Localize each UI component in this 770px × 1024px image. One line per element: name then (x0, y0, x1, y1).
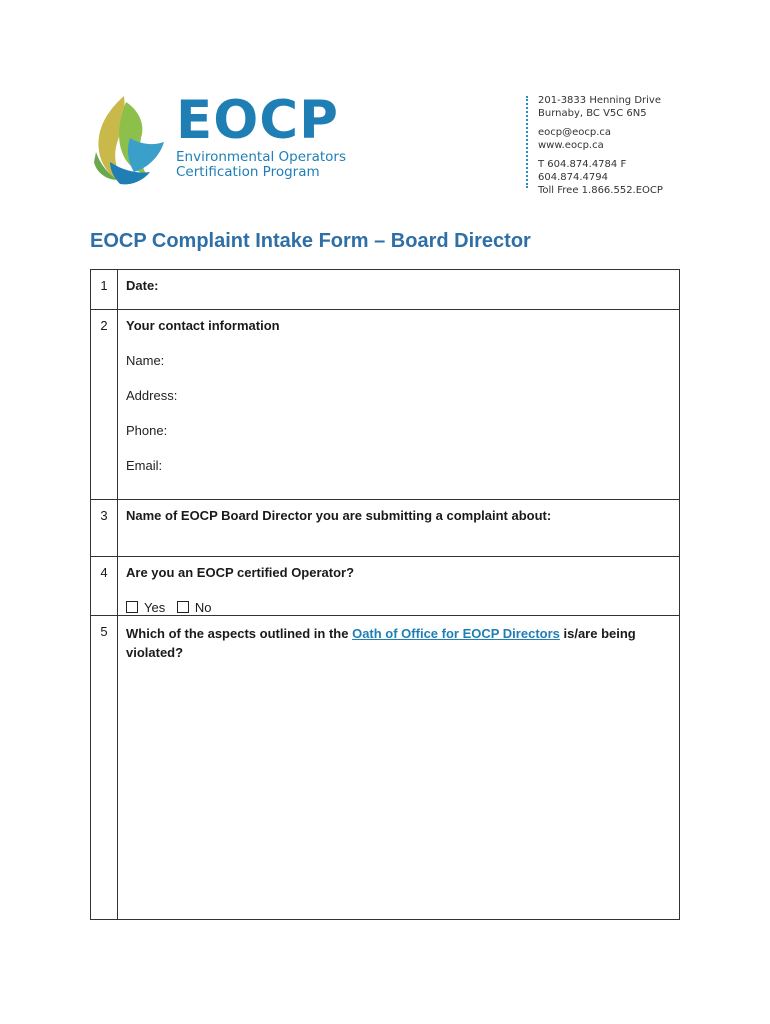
brand-subtitle-line2: Certification Program (176, 164, 320, 180)
certified-cell (118, 557, 680, 616)
address-field[interactable]: Address: (126, 388, 178, 403)
violation-question-start: Which of the aspects outlined in the (126, 626, 353, 641)
no-checkbox[interactable] (177, 601, 189, 613)
form-row-director (91, 500, 680, 557)
contact-website: www.eocp.ca (538, 140, 604, 151)
row-number: 2 (91, 310, 118, 500)
eocp-logo-icon (86, 92, 168, 188)
contact-email: eocp@eocp.ca (538, 127, 612, 138)
form-row-violation (91, 616, 680, 920)
name-field[interactable]: Name: (126, 353, 165, 368)
letterhead (86, 88, 682, 196)
certified-question: Are you an EOCP certified Operator? (126, 565, 355, 580)
certified-options (126, 600, 671, 615)
contact-block (538, 94, 682, 197)
brand-subtitle-line1: Environmental Operators (176, 149, 346, 165)
form-title: EOCP Complaint Intake Form – Board Director (90, 230, 531, 252)
form-row-contact (91, 310, 680, 500)
row-number: 3 (91, 500, 118, 557)
contact-info-label: Your contact information (126, 318, 280, 333)
yes-label: Yes (144, 600, 166, 615)
form-row-certified (91, 557, 680, 616)
contact-phone-fax: T 604.874.4784 F 604.874.4794 (538, 159, 627, 183)
brand-name: EOCP (176, 90, 339, 151)
date-label[interactable]: Date: (118, 270, 680, 310)
email-field[interactable]: Email: (126, 458, 163, 473)
row-number: 1 (91, 270, 118, 310)
yes-checkbox[interactable] (126, 601, 138, 613)
row-number: 5 (91, 616, 118, 920)
oath-of-office-link[interactable]: Oath of Office for EOCP Directors (352, 626, 560, 641)
dotted-divider (526, 96, 528, 188)
violation-question-end: is/are being violated? (126, 626, 636, 660)
phone-field[interactable]: Phone: (126, 423, 168, 438)
violation-cell[interactable] (118, 616, 680, 920)
contact-toll-free: Toll Free 1.866.552.EOCP (538, 185, 663, 196)
brand-block (176, 92, 346, 180)
contact-info-cell (118, 310, 680, 500)
no-label: No (194, 600, 212, 615)
director-name-label[interactable]: Name of EOCP Board Director you are submitting a complaint about: (118, 500, 680, 557)
address-line2: Burnaby, BC V5C 6N5 (538, 108, 647, 119)
address-line1: 201-3833 Henning Drive (538, 95, 661, 106)
row-number: 4 (91, 557, 118, 616)
complaint-form-table (90, 269, 680, 920)
form-row-date (91, 270, 680, 310)
